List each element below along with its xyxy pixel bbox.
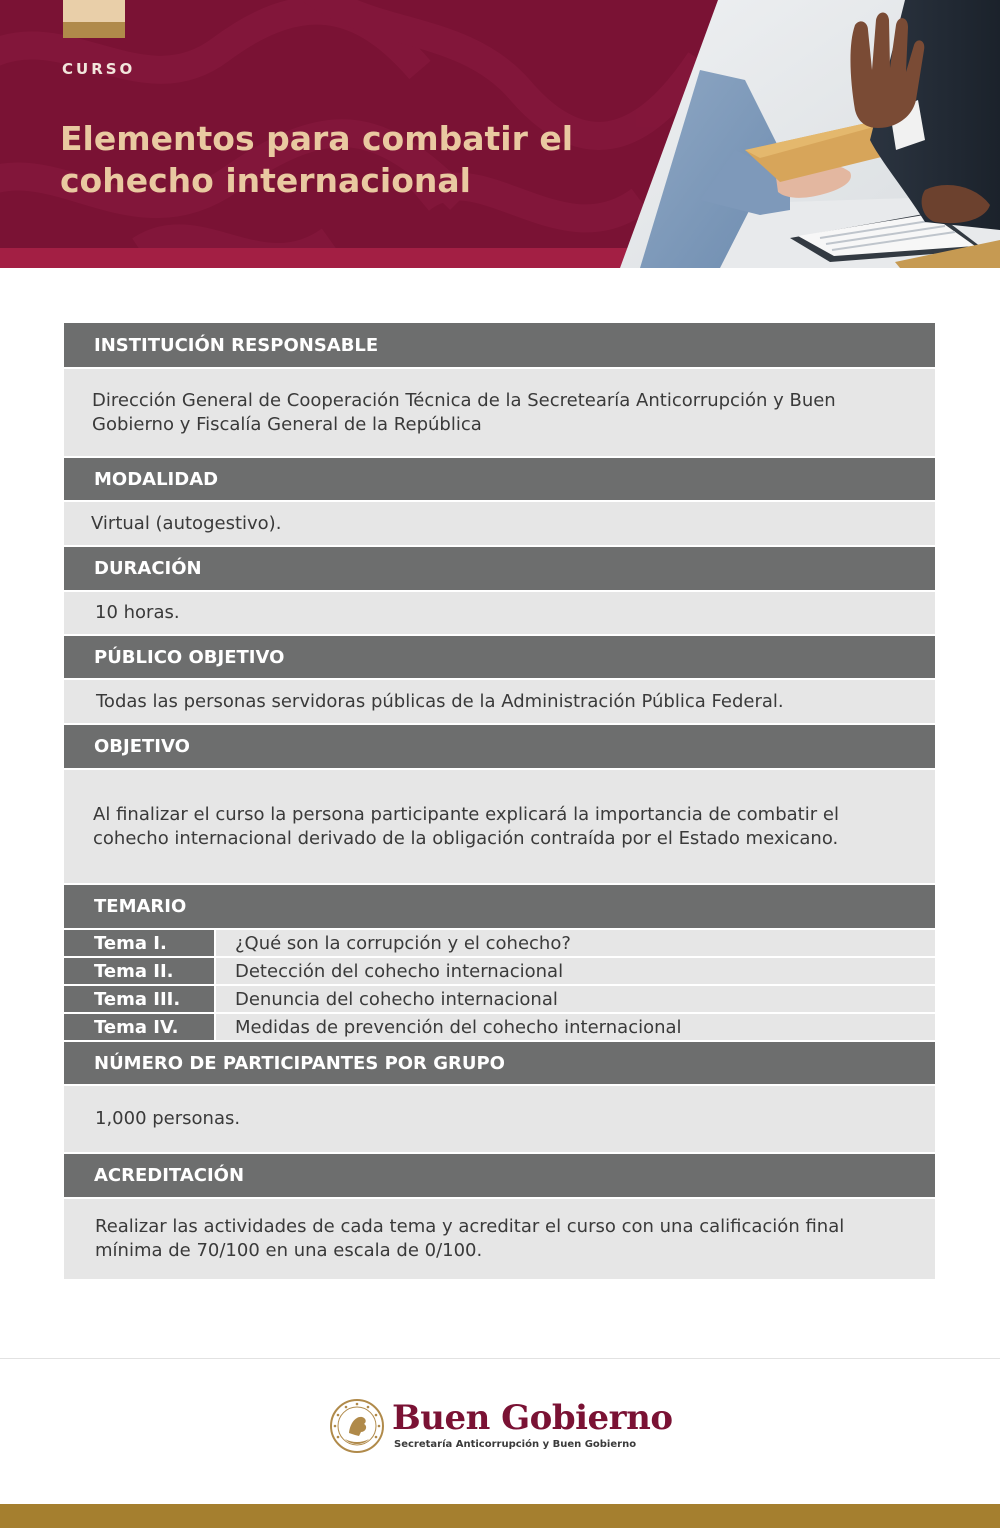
institucion-text: Dirección General de Cooperación Técnica de la Secretearía Anticorrupción y Buen Gobierno y Fiscalía General de la República xyxy=(92,389,836,435)
brand-name: Buen Gobierno xyxy=(392,1398,673,1438)
tema-title: ¿Qué son la corrupción y el cohecho? xyxy=(216,930,935,956)
section-body-acreditacion xyxy=(64,1199,935,1279)
course-title: Elementos para combatir el cohecho internacional xyxy=(60,119,574,200)
section-body-institucion xyxy=(64,369,935,456)
duracion-text: 10 horas. xyxy=(95,602,180,623)
temario-row xyxy=(64,930,935,956)
section-heading-duracion: DURACIÓN xyxy=(64,547,935,590)
tema-label: Tema II. xyxy=(64,958,214,984)
buen-gobierno-logo xyxy=(330,1396,675,1456)
section-heading-participantes: NÚMERO DE PARTICIPANTES POR GRUPO xyxy=(64,1042,935,1084)
national-seal-icon xyxy=(330,1399,384,1453)
temario-list xyxy=(64,930,935,1040)
bribery-photo xyxy=(0,0,1000,268)
tema-title: Medidas de prevención del cohecho internacional xyxy=(216,1014,935,1040)
tema-label: Tema III. xyxy=(64,986,214,1012)
tema-title: Denuncia del cohecho internacional xyxy=(216,986,935,1012)
publico-text: Todas las personas servidoras públicas de la Administración Pública Federal. xyxy=(96,690,784,712)
footer-divider xyxy=(0,1358,1000,1359)
objetivo-text: Al finalizar el curso la persona participante explicará la importancia de combatir el cohecho internacional derivado de la obligación contraída por el Estado mexicano. xyxy=(93,803,839,849)
section-heading-temario: TEMARIO xyxy=(64,885,935,928)
brand-subtitle: Secretaría Anticorrupción y Buen Gobierno xyxy=(394,1439,637,1450)
section-body-duracion xyxy=(64,592,935,634)
section-body-modalidad xyxy=(64,502,935,545)
temario-row xyxy=(64,1014,935,1040)
section-heading-acreditacion: ACREDITACIÓN xyxy=(64,1154,935,1197)
tema-label: Tema I. xyxy=(64,930,214,956)
section-body-publico xyxy=(64,680,935,723)
tema-label: Tema IV. xyxy=(64,1014,214,1040)
participantes-text: 1,000 personas. xyxy=(95,1108,241,1129)
acreditacion-text: Realizar las actividades de cada tema y acreditar el curso con una calificación final mínima de 70/100 en una escala de 0/100. xyxy=(95,1216,845,1261)
section-body-objetivo xyxy=(64,770,935,883)
section-heading-institucion: INSTITUCIÓN RESPONSABLE xyxy=(64,323,935,367)
modalidad-text: Virtual (autogestivo). xyxy=(91,512,282,534)
course-kicker: CURSO xyxy=(62,60,136,78)
temario-row xyxy=(64,958,935,984)
course-info-table xyxy=(64,323,935,1279)
section-body-participantes xyxy=(64,1086,935,1152)
course-header xyxy=(0,0,1000,268)
tema-title: Detección del cohecho internacional xyxy=(216,958,935,984)
footer-gold-bar xyxy=(0,1504,1000,1528)
section-heading-modalidad: MODALIDAD xyxy=(64,458,935,500)
section-heading-objetivo: OBJETIVO xyxy=(64,725,935,768)
temario-row xyxy=(64,986,935,1012)
section-heading-publico: PÚBLICO OBJETIVO xyxy=(64,636,935,678)
